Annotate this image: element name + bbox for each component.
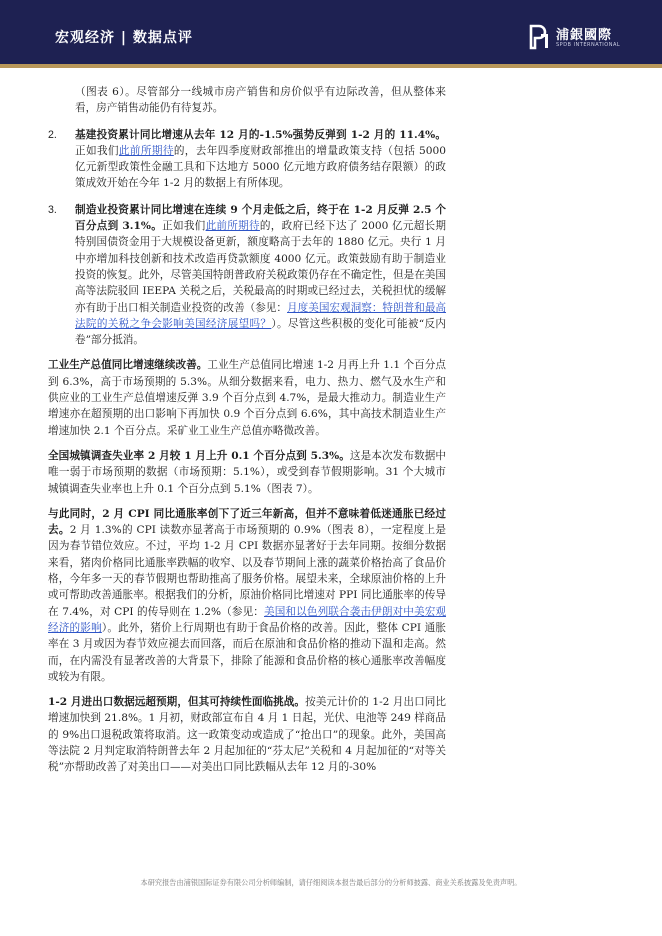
infrastructure-text: 的，去年四季度财政部推出的增量政策支持（包括 5000 亿元新型政策性金融工具和下达地方 5000 亿元地方政府债务结存限额）的政策成效开始在今年 1-2 月的数据上有所体现。	[75, 144, 447, 190]
iran-strike-report-link[interactable]: 美国和以色列联合袭击伊朗对中美宏观经济的影响	[48, 605, 447, 634]
cpi-text: 2 月 1.3%的 CPI 读数亦显著高于市场预期的 0.9%（图表 8），一定程度上是因为春节错位效应。不过，平均 1-2 月 CPI 数据亦显著好于去年同期。按细分数据来看，猪肉价格同比通胀率跌幅的收窄、以及春节期间上涨的蔬菜价格抬高了食品价格，今年多一天的春节假期也帮助推高了服务价格。展望未来，全球原油价格的上升或可帮助改善通胀率。根据我们的分析，原油价格同比增速对 PPI 同比通胀率的传导在 7.4%，对 CPI 的传导则在 1.2%（参见：	[48, 524, 446, 618]
logo-text-en: SPDB INTERNATIONAL	[556, 42, 621, 48]
list-item-manufacturing	[48, 202, 446, 349]
cpi-headline: 与此同时，2 月 CPI 同比通胀率创下了近三年新高，但并不意味着低迷通胀已经过去。	[48, 507, 446, 537]
unemployment-paragraph	[48, 448, 446, 497]
footer-disclaimer: 本研究报告由浦银国际证券有限公司分析师编制，请仔细阅读本报告最后部分的分析师披露、商业关系披露及免责声明。	[140, 878, 522, 887]
report-body	[48, 84, 446, 776]
spdb-logo-icon	[528, 24, 552, 50]
infrastructure-text-pre: 正如我们	[75, 144, 119, 157]
trade-headline: 1-2 月进出口数据远超预期，但其可持续性面临挑战。	[48, 696, 306, 709]
manufacturing-text-post: ）。尽管这些积极的变化可能被“反内卷”部分抵消。	[75, 317, 447, 347]
logo-text-cn: 浦銀國際	[556, 28, 613, 43]
industrial-headline: 工业生产总值同比增速继续改善。	[48, 359, 208, 372]
report-header	[0, 0, 662, 68]
report-section-title: 宏观经济 | 数据点评	[55, 30, 193, 46]
list-number: 2.	[48, 128, 57, 141]
prior-expectation-link[interactable]: 此前所期待	[205, 220, 260, 233]
industrial-text: 工业生产总值同比增速 1-2 月再上升 1.1 个百分点到 6.3%，高于市场预期的 5.3%。从细分数据来看，电力、热力、燃气及水生产和供应业的工业生产总值增速反弹 3.9 个百分点到 4.7%，是最大推动力。制造业生产增速亦在超预期的出口影响下再加快 0.9 个百分点到 6.6%，其中高技术制造业生产增速加快 2.1 个百分点。采矿业工业生产总值亦略微改善。	[48, 359, 446, 437]
trade-text: 按美元计价的 1-2 月出口同比增速加快到 21.8%。1 月初，财政部宣布自 4 月 1 日起，光伏、电池等 249 样商品的 9%出口退税政策将取消。这一政策变动或造成了“抢出口”的现象。此外，美国高等法院 2 月判定取消特朗普去年 2 月起加征的“芬太尼”关税和 4 月起加征的“对等关税”亦帮助改善了对美出口——对美出口同比跌幅从去年 12 月的-30%	[48, 696, 446, 774]
manufacturing-text-pre: 正如我们	[162, 220, 206, 233]
list-number: 3.	[48, 203, 57, 216]
company-logo	[528, 24, 638, 54]
unemployment-text: 这是本次发布数据中唯一弱于市场预期的数据（市场预期：5.1%），或受到春节假期影响。31 个大城市城镇调查失业率也上升 0.1 个百分点到 5.1%（图表 7）。	[48, 449, 446, 495]
trade-paragraph	[48, 694, 446, 775]
manufacturing-text: 的，政府已经下达了 2000 亿元超长期特别国债资金用于大规模设备更新，额度略高于去年的 1880 亿元。央行 1 月中亦增加科技创新和技术改造再贷款额度 4000 亿元。政策鼓励有助于制造业投资的恢复。此外，尽管美国特朗普政府关税政策仍存在不确定性，但是在美国高等法院驳回 IEEPA 关税之后，关税最高的时期或已经过去，关税担忧的缓解亦有助于出口相关制造业投资的改善（参见：	[75, 220, 447, 314]
intro-paragraph: （图表 6）。尽管部分一线城市房产销售和房价似乎有边际改善，但从整体来看，房产销售动能仍有待复苏。	[75, 86, 446, 115]
list-item-infrastructure	[48, 127, 446, 192]
manufacturing-headline: 制造业投资累计同比增速在连续 9 个月走低之后，终于在 1-2 月反弹 2.5 个百分点到 3.1%。	[75, 203, 446, 233]
infrastructure-headline: 基建投资累计同比增速从去年 12 月的-1.5%强势反弹到 1-2 月的 11.4%。	[75, 128, 446, 141]
prior-expectation-link[interactable]: 此前所期待	[118, 144, 174, 157]
header-accent-bar	[0, 64, 662, 68]
us-macro-insight-link[interactable]: 月度美国宏观洞察：特朗普和最高法院的关税之争会影响美国经济展望吗？	[75, 301, 447, 330]
cpi-text-post: ）。此外，猪价上行周期也有助于食品价格的改善。因此，整体 CPI 通胀率在 3 月或因为春节效应褪去而回落，而后在原油和食品价格的推动下温和走高。然而，在内需没有显著改善的大背景下，排除了能源和食品价格的核心通胀率改善幅度或较为有限。	[48, 621, 446, 683]
cpi-paragraph	[48, 506, 446, 685]
industrial-paragraph	[48, 357, 446, 438]
unemployment-headline: 全国城镇调查失业率 2 月较 1 月上升 0.1 个百分点到 5.3%。	[48, 449, 350, 462]
